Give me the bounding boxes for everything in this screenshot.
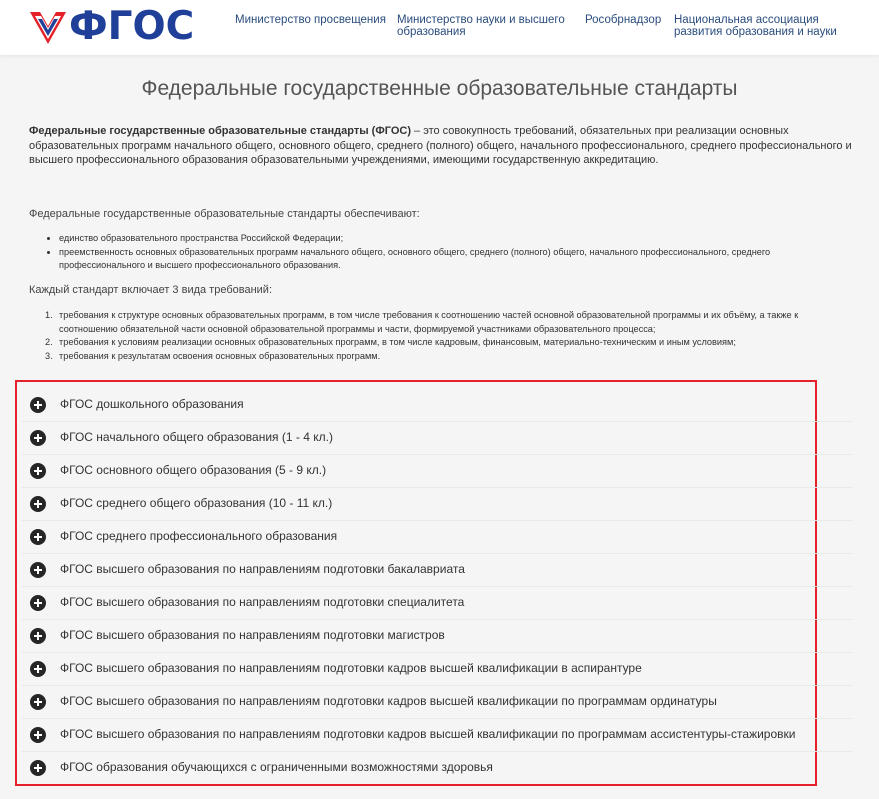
plus-circle-icon[interactable] xyxy=(30,727,46,743)
provides-heading: Федеральные государственные образовательные стандарты обеспечивают: xyxy=(29,208,420,220)
accordion-item-label: ФГОС высшего образования по направлениям подготовки кадров высшей квалификации по программам ассистентуры-стажировки xyxy=(60,727,796,741)
accordion-item-primary[interactable] xyxy=(22,422,853,455)
page-title: Федеральные государственные образовательные стандарты xyxy=(141,77,738,100)
accordion-item-label: ФГОС образования обучающихся с ограниченными возможностями здоровья xyxy=(60,760,493,774)
accordion-item-label: ФГОС среднего общего образования (10 - 11 кл.) xyxy=(60,496,333,510)
site-header xyxy=(0,0,879,55)
nav-link-label-line2: образования xyxy=(397,26,466,38)
list-item xyxy=(45,350,835,364)
list-number: 1. xyxy=(45,310,53,320)
accordion-item-postgraduate[interactable] xyxy=(22,653,853,686)
accordion-item-master[interactable] xyxy=(22,620,853,653)
list-number: 3. xyxy=(45,350,53,361)
accordion-item-label: ФГОС основного общего образования (5 - 9 кл.) xyxy=(60,463,327,477)
plus-circle-icon[interactable] xyxy=(30,430,46,446)
nav-link-ministry-science[interactable] xyxy=(397,14,565,38)
nav-link-national-association[interactable] xyxy=(674,14,837,38)
list-text: требования к результатам освоения основных образовательных программ. xyxy=(59,350,381,361)
nav-link-label: Министерство науки и высшего xyxy=(397,14,565,26)
plus-circle-icon[interactable] xyxy=(30,529,46,545)
nav-link-rosobrnadzor[interactable] xyxy=(585,14,661,26)
site-logo[interactable] xyxy=(28,4,195,49)
accordion-item-bachelor[interactable] xyxy=(22,554,853,587)
accordion-item-label: ФГОС начального общего образования (1 - 4 кл.) xyxy=(60,430,333,444)
accordion-item-basic[interactable] xyxy=(22,455,853,488)
list-text: требования к структуре основных образовательных программ, в том числе требования к соотношению частей основной образовательной программы и их объёму, а также к соотношению обязательной части основной образовательной программы и части, формируемой участниками образовательного процесса; xyxy=(59,310,799,334)
nav-link-label: Министерство просвещения xyxy=(235,14,386,26)
list-number: 2. xyxy=(45,337,53,347)
accordion-item-assistantship[interactable] xyxy=(22,719,853,752)
nav-link-ministry-education[interactable] xyxy=(235,14,386,26)
plus-circle-icon[interactable] xyxy=(30,397,46,413)
nav-link-label: Рособрнадзор xyxy=(585,14,662,26)
plus-circle-icon[interactable] xyxy=(30,463,46,479)
intro-paragraph xyxy=(29,124,859,168)
list-item xyxy=(45,336,835,350)
accordion-item-secondary[interactable] xyxy=(22,488,853,521)
fgos-accordion xyxy=(22,389,853,785)
nav-link-label-line2: развития образования и науки xyxy=(674,26,837,38)
accordion-item-label: ФГОС высшего образования по направлениям подготовки кадров высшей квалификации в аспирантуре xyxy=(60,661,642,675)
plus-circle-icon[interactable] xyxy=(30,661,46,677)
list-item: единство образовательного пространства Российской Федерации; xyxy=(45,232,845,246)
accordion-item-label: ФГОС высшего образования по направлениям подготовки кадров высшей квалификации по программам ординатуры xyxy=(60,694,717,708)
accordion-item-disabilities[interactable] xyxy=(22,752,853,785)
provides-list xyxy=(45,232,845,273)
accordion-item-label: ФГОС дошкольного образования xyxy=(60,397,244,411)
requirements-heading: Каждый стандарт включает 3 вида требований: xyxy=(29,284,273,296)
intro-bold-term: Федеральные государственные образовательные стандарты (ФГОС) xyxy=(29,125,411,137)
list-item: преемственность основных образовательных программ начального общего, основного общего, среднего (полного) общего, начального профессионального, среднего профессионального и высшего профессионального образования. xyxy=(45,246,845,273)
plus-circle-icon[interactable] xyxy=(30,760,46,776)
accordion-item-residency[interactable] xyxy=(22,686,853,719)
accordion-item-label: ФГОС среднего профессионального образования xyxy=(60,529,338,543)
requirements-list xyxy=(45,309,835,363)
plus-circle-icon[interactable] xyxy=(30,694,46,710)
plus-circle-icon[interactable] xyxy=(30,628,46,644)
logo-text: ФГОС xyxy=(69,4,195,49)
plus-circle-icon[interactable] xyxy=(30,496,46,512)
list-text: требования к условиям реализации основных образовательных программ, в том числе кадровым, финансовым, материально-техническим и иным условиям; xyxy=(59,337,736,347)
list-item xyxy=(45,309,835,336)
nav-link-label: Национальная ассоциация xyxy=(674,14,819,26)
accordion-item-preschool[interactable] xyxy=(22,389,853,422)
accordion-item-label: ФГОС высшего образования по направлениям подготовки специалитета xyxy=(60,595,465,609)
accordion-item-specialist[interactable] xyxy=(22,587,853,620)
plus-circle-icon[interactable] xyxy=(30,595,46,611)
accordion-item-vocational[interactable] xyxy=(22,521,853,554)
accordion-item-label: ФГОС высшего образования по направлениям подготовки магистров xyxy=(60,628,445,642)
intro-text: – это совокупность требований, обязательных при реализации основных образовательных программ начального общего, основного общего, среднего (полного) общего, начального профессионального, среднего профессионального и высшего профессионального образования образовательными учреждениями, имеющими государственную аккредитацию. xyxy=(29,125,852,166)
plus-circle-icon[interactable] xyxy=(30,562,46,578)
accordion-item-label: ФГОС высшего образования по направлениям подготовки бакалавриата xyxy=(60,562,465,576)
fgos-check-logo-icon xyxy=(28,8,68,46)
